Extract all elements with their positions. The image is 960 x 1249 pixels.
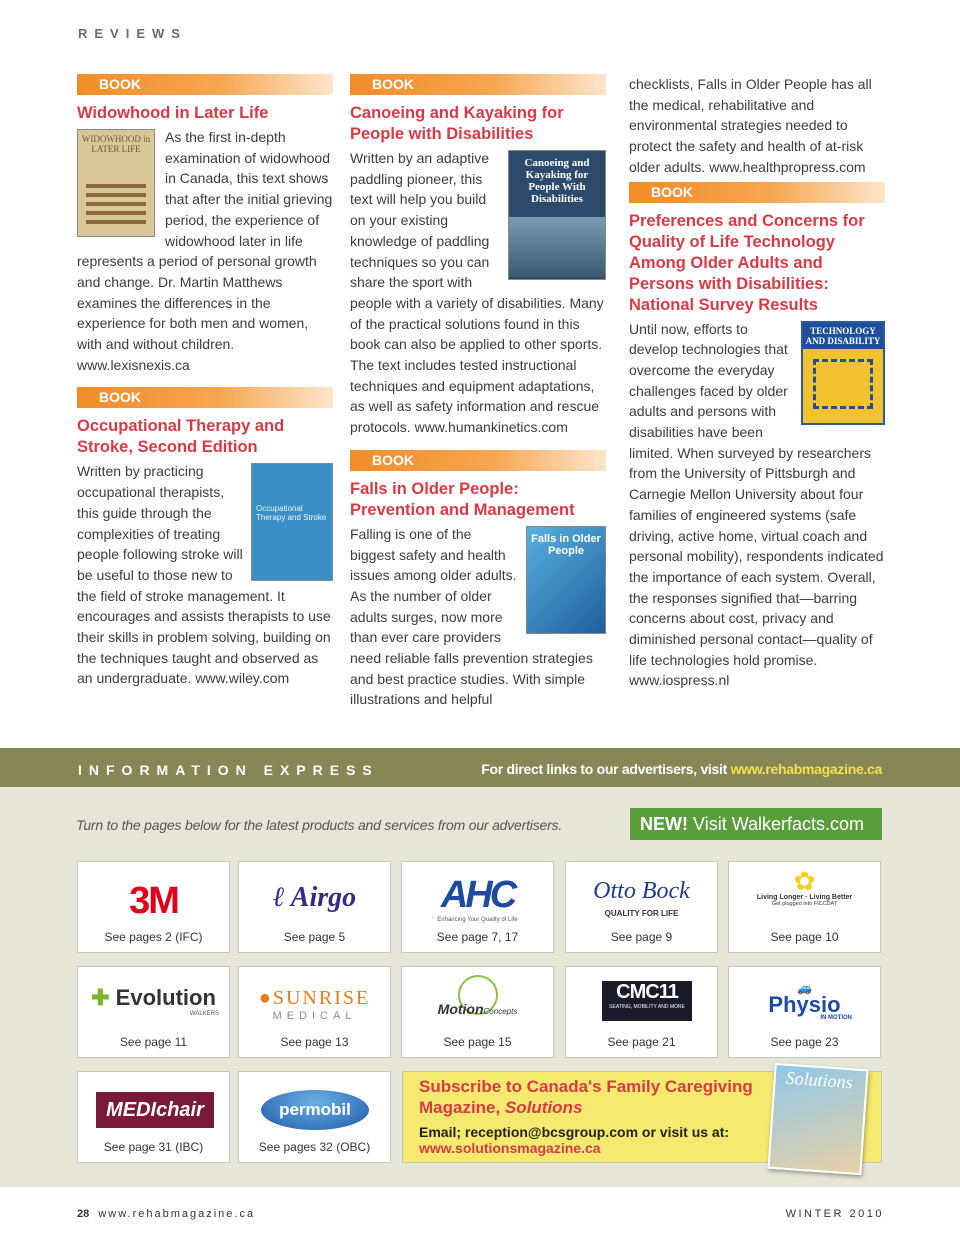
- physio-sub: IN MOTION: [820, 1015, 852, 1021]
- ficcdat-logo: [729, 868, 880, 907]
- magazine-cover-title: Solutions: [785, 1067, 854, 1093]
- ad-page-ref: See page 23: [770, 1035, 839, 1049]
- cmc11-logo: [602, 981, 692, 1021]
- ad-page-ref: See page 15: [443, 1035, 512, 1049]
- review-body: Written by practicing occupational therapists, this guide through the complexities of treating people following stroke will be useful to those new to the field of stroke management. It encourages and assists therapists to use their skills in problem solving, building on the techniques taught and observed as an undergraduate. www.wiley.com: [77, 463, 331, 687]
- ad-cmc11[interactable]: [565, 966, 718, 1058]
- sunrise-sub: MEDICAL: [272, 1010, 357, 1022]
- sun-icon: ●: [258, 987, 273, 1009]
- cover-title: TECHNOLOGY AND DISABILITY: [803, 323, 883, 349]
- permobil-logo: permobil: [261, 1090, 369, 1130]
- car-icon: 🚙: [797, 981, 812, 995]
- ad-evolution[interactable]: [77, 966, 230, 1058]
- subscribe-banner[interactable]: [402, 1067, 882, 1163]
- book-label: BOOK: [77, 387, 333, 408]
- book-cover-ot-stroke: [251, 463, 333, 581]
- solutions-magazine-cover: [767, 1063, 868, 1175]
- review-title-widowhood: Widowhood in Later Life: [77, 104, 269, 122]
- cover-photo: [509, 217, 605, 277]
- advertiser-links-text: [481, 761, 882, 777]
- page-number: 28: [77, 1208, 90, 1220]
- sunrise-wordmark: SUNRISE: [272, 987, 371, 1009]
- puzzle-icon: ✚: [91, 985, 110, 1010]
- review-title-canoeing: Canoeing and Kayaking for People with Disabilities: [350, 104, 564, 143]
- review-column-2: [350, 74, 606, 710]
- cover-art: [813, 359, 873, 409]
- cover-title: Canoeing and Kayaking for People With Disabilities: [524, 157, 590, 205]
- review-title-falls: Falls in Older People: Prevention and Management: [350, 479, 575, 519]
- solutions-name: Solutions: [504, 1098, 583, 1117]
- review-text-falls-continued: checklists, Falls in Older People has all the medical, rehabilitative and environmental strategies needed to protect the safety and health of at-risk older adults. www.healthpropress.com: [629, 76, 872, 175]
- ad-page-ref: See page 31 (IBC): [103, 1140, 204, 1154]
- ad-page-ref: See pages 2 (IFC): [104, 930, 203, 944]
- ficcdat-wordmark: Living Longer · Living Better: [756, 894, 853, 901]
- ahc-logo: [402, 874, 553, 923]
- ficcdat-slogan: Get plugged into FICCDAT: [771, 901, 838, 907]
- cmc11-wordmark: CMC11: [616, 981, 678, 1003]
- ad-airgo[interactable]: [238, 861, 391, 953]
- review-body: Falling is one of the biggest safety and health issues among older adults. As the number of older adults surges, now more than ever care providers need reliable falls prevention strategies and best practice studies. With simple illustrations and helpful: [350, 525, 593, 708]
- book-label: BOOK: [629, 182, 885, 203]
- flower-icon: ✿: [793, 866, 816, 896]
- ad-permobil[interactable]: [238, 1071, 391, 1163]
- review-title-qol-tech: Preferences and Concerns for Quality of Life Technology Among Older Adults and Persons with Disabilities: National Survey Results: [629, 211, 865, 314]
- review-text-falls: [350, 524, 606, 710]
- physio-logo: [729, 981, 880, 1021]
- sunrise-logo: [239, 987, 390, 1022]
- solutions-magazine-link[interactable]: www.solutionsmagazine.ca: [419, 1140, 601, 1156]
- book-cover-canoeing: [508, 150, 606, 280]
- walkerfacts-banner[interactable]: [630, 808, 882, 840]
- otto-bock-slogan: QUALITY FOR LIFE: [604, 909, 679, 918]
- ad-ficcdat[interactable]: [728, 861, 881, 953]
- review-column-1: [77, 74, 333, 689]
- subscribe-line-2: Magazine,: [419, 1098, 505, 1117]
- advertiser-tagline: Turn to the pages below for the latest products and services from our advertisers.: [76, 817, 563, 833]
- review-text-ot-stroke: [77, 461, 333, 689]
- motion-wordmark: Motion: [437, 1001, 484, 1017]
- ad-page-ref: See pages 32 (OBC): [258, 1140, 371, 1154]
- ad-page-ref: See page 11: [119, 1035, 188, 1049]
- otto-bock-wordmark: Otto Bock: [593, 878, 690, 904]
- otto-bock-logo: [566, 878, 717, 918]
- review-body: Until now, efforts to develop technologies that overcome the everyday challenges faced by older adults and persons with disabilities have been limited. When surveyed by researchers from the University of Pittsburgh and Carnegie Mellon University about four families of engineered systems (safe driving, active home, virtual coach and personal mobility), respondents indicated the importance of each system. Overall, the responses signified that—barring concerns about cost, privacy and diminished personal contact—quality of life technologies hold promise. www.iospress.nl: [629, 320, 884, 689]
- cmc11-sub: SEATING, MOBILITY AND MORE: [609, 1004, 685, 1010]
- book-label: BOOK: [350, 450, 606, 471]
- evolution-wordmark: Evolution: [115, 985, 216, 1010]
- airgo-logo: [239, 882, 390, 914]
- evolution-sub: WALKERS: [189, 1011, 219, 1017]
- book-label: BOOK: [77, 74, 333, 95]
- cover-art: [86, 184, 146, 229]
- concepts-wordmark: Concepts: [483, 1007, 518, 1016]
- medichair-logo: MEDIchair: [96, 1092, 214, 1128]
- ad-page-ref: See page 10: [770, 930, 839, 944]
- review-column-3: [629, 74, 885, 691]
- review-text-widowhood: [77, 127, 333, 375]
- new-badge: NEW!: [640, 814, 688, 834]
- ahc-slogan: Enhancing Your Quality of Life: [437, 917, 518, 923]
- ad-motion-concepts[interactable]: [401, 966, 554, 1058]
- footer-site: www.rehabmagazine.ca: [98, 1208, 256, 1220]
- advertiser-area: [0, 787, 960, 1187]
- information-express-bar: [0, 748, 960, 787]
- ad-ahc[interactable]: [401, 861, 554, 953]
- ad-page-ref: See page 13: [280, 1035, 349, 1049]
- review-text-canoeing: [350, 148, 606, 438]
- ad-page-ref: See page 7, 17: [436, 930, 519, 944]
- airgo-wordmark: Airgo: [290, 882, 357, 913]
- ad-otto-bock[interactable]: [565, 861, 718, 953]
- ahc-wordmark: AHC: [440, 874, 515, 916]
- walkerfacts-link[interactable]: Visit Walkerfacts.com: [693, 814, 865, 834]
- ad-medichair[interactable]: [77, 1071, 230, 1163]
- review-text-qol-tech: [629, 319, 885, 692]
- evolution-logo: [78, 985, 229, 1017]
- ad-3m[interactable]: [77, 861, 230, 953]
- links-prefix: For direct links to our advertisers, visit: [481, 761, 727, 777]
- ad-page-ref: See page 5: [283, 930, 346, 944]
- physio-wordmark: Physio: [768, 992, 841, 1017]
- information-express-title: INFORMATION EXPRESS: [78, 762, 379, 778]
- footer-page-info: [77, 1208, 255, 1220]
- ad-page-ref: See page 21: [607, 1035, 676, 1049]
- ad-page-ref: See page 9: [610, 930, 673, 944]
- cover-title: Falls in Older People: [531, 532, 601, 557]
- book-cover-widowhood: [77, 129, 155, 237]
- cover-title: WIDOWHOOD in LATER LIFE: [81, 134, 151, 154]
- subscribe-email: Email; reception@bcsgroup.com or visit us at:: [419, 1124, 730, 1140]
- motion-concepts-logo: [402, 975, 553, 1017]
- subscribe-line-1: Subscribe to Canada's Family Caregiving: [419, 1077, 753, 1096]
- footer-issue: WINTER 2010: [785, 1208, 884, 1220]
- airgo-swoosh-icon: ℓ: [272, 882, 285, 913]
- review-body: Written by an adaptive paddling pioneer, this text will help you build on your existing knowledge of paddling techniques so you can share the sport with people with a variety of disabilities. Many of the practical solutions found in this book can also be applied to other sports. The text includes tested instructional techniques and equipment adaptations, as well as safety information and rescue protocols. www.humankinetics.com: [350, 150, 604, 436]
- review-title-ot-stroke: Occupational Therapy and Stroke, Second Edition: [77, 417, 285, 457]
- book-cover-tech-disability: [801, 321, 885, 425]
- rehabmagazine-link[interactable]: www.rehabmagazine.ca: [730, 761, 882, 777]
- ad-physio-in-motion[interactable]: [728, 966, 881, 1058]
- review-body: As the first in-depth examination of widowhood in Canada, this text shows that after the initial grieving period, the experience of widowhood later in life represents a period of personal growth and change. Dr. Martin Matthews examines the differences in the experience for both men and women, with and without children. www.lexisnexis.ca: [77, 129, 333, 373]
- section-label: REVIEWS: [78, 26, 187, 41]
- ad-sunrise[interactable]: [238, 966, 391, 1058]
- 3m-logo: 3M: [129, 880, 178, 922]
- cover-title: Occupational Therapy and Stroke: [256, 504, 327, 523]
- book-cover-falls: [526, 526, 606, 634]
- book-label: BOOK: [350, 74, 606, 95]
